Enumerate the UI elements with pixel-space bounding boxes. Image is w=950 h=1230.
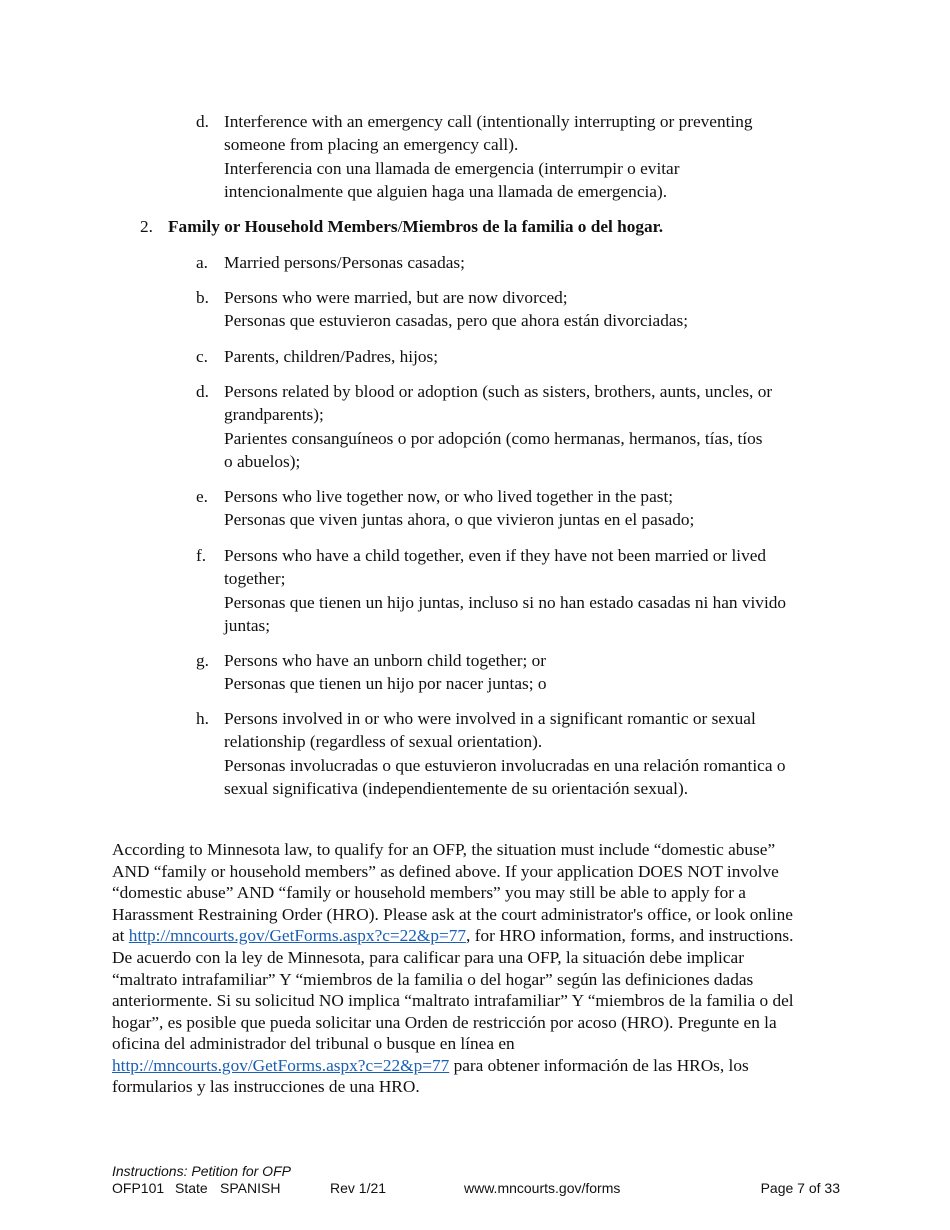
- footer-page-number: Page 7 of 33: [760, 1180, 840, 1196]
- paragraph-spanish: [112, 947, 842, 1098]
- paragraph-english: [112, 839, 842, 947]
- list-item-line: Personas que tienen un hijo juntas, incluso si no han estado casadas ni han vivido: [224, 592, 787, 612]
- paragraph-line: [112, 1055, 842, 1077]
- list-item-label: e.: [196, 487, 208, 506]
- list-item-label: b.: [196, 288, 209, 307]
- list-item-line: Interferencia con una llamada de emergencia (interrumpir o evitar: [224, 158, 680, 178]
- paragraph-line: “maltrato intrafamiliar” Y “miembros de la familia o del hogar” según las definiciones dadas: [112, 969, 754, 989]
- list-item-label: c.: [196, 347, 208, 366]
- footer-form-id: OFP101: [112, 1180, 165, 1196]
- list-item-label: d.: [196, 382, 209, 401]
- list-item-line: relationship (regardless of sexual orientation).: [224, 732, 543, 752]
- line-prefix: at: [112, 926, 129, 945]
- paragraph-line: anteriormente. Si su solicitud NO implica “maltrato intrafamiliar” Y “miembros de la familia o del: [112, 991, 794, 1010]
- paragraph-line: Harassment Restraining Order (HRO). Please ask at the court administrator's office, or look online: [112, 904, 793, 924]
- paragraph-line: De acuerdo con la ley de Minnesota, para calificar para una OFP, la situación debe implicar: [112, 948, 744, 967]
- list-item-line: Personas que viven juntas ahora, o que vivieron juntas en el pasado;: [224, 510, 695, 530]
- section-2-heading: [140, 215, 663, 238]
- list-item-line: together;: [224, 569, 286, 589]
- footer-title: Instructions: Petition for OFP: [112, 1163, 291, 1179]
- list-item-line: Persons who have a child together, even if they have not been married or lived: [224, 546, 767, 565]
- list-item-g: [196, 649, 836, 696]
- footer-url: www.mncourts.gov/forms: [464, 1180, 621, 1196]
- list-item-line: Persons involved in or who were involved in a significant romantic or sexual: [224, 709, 756, 728]
- heading-separator: /: [397, 217, 403, 236]
- paragraph-line: [112, 925, 842, 947]
- list-item-line: juntas;: [224, 615, 271, 635]
- list-item-line: Persons who were married, but are now divorced;: [224, 288, 568, 307]
- list-item-line: Married persons/Personas casadas;: [224, 253, 465, 272]
- hro-forms-link[interactable]: http://mncourts.gov/GetForms.aspx?c=22&p=77: [128, 926, 467, 945]
- list-item-label: a.: [196, 253, 208, 272]
- list-item-label: f.: [196, 546, 207, 565]
- list-item-line: grandparents);: [224, 405, 324, 425]
- list-item-line: Personas que tienen un hijo por nacer juntas; o: [224, 674, 547, 694]
- list-item-e: [196, 485, 836, 532]
- list-item-line: Parents, children/Padres, hijos;: [224, 347, 439, 366]
- paragraph-line: oficina del administrador del tribunal o busque en línea en: [112, 1034, 515, 1053]
- list-item-label: h.: [196, 709, 209, 728]
- paragraph-line: “domestic abuse” AND “family or household members” you may still be able to apply for a: [112, 883, 746, 902]
- hro-forms-link-spanish[interactable]: http://mncourts.gov/GetForms.aspx?c=22&p=77: [112, 1055, 450, 1075]
- list-item-line: sexual significativa (independientemente de su orientación sexual).: [224, 778, 689, 798]
- page-footer: [112, 1163, 840, 1197]
- paragraph-line: According to Minnesota law, to qualify for an OFP, the situation must include “domestic abuse”: [112, 840, 776, 859]
- paragraph-line: hogar”, es posible que pueda solicitar una Orden de restricción por acoso (HRO). Pregunte en la: [112, 1012, 777, 1032]
- list-item-d-blood-adoption: [196, 380, 836, 473]
- heading-english: Family or Household Members: [168, 217, 398, 236]
- list-item-line: Persons who have an unborn child together; or: [224, 651, 547, 670]
- footer-language: SPANISH: [220, 1180, 281, 1196]
- list-item-line: Personas que estuvieron casadas, pero que ahora están divorciadas;: [224, 311, 689, 331]
- list-item-f: [196, 544, 836, 637]
- list-item-d-emergency-call: [196, 110, 836, 203]
- line-suffix: para obtener información de las HROs, los: [449, 1055, 749, 1075]
- footer-revision: Rev 1/21: [330, 1180, 387, 1196]
- paragraph-line: formularios y las instrucciones de una HRO.: [112, 1077, 420, 1096]
- list-item-c: [196, 345, 836, 368]
- paragraph-line: AND “family or household members” as defined above. If your application DOES NOT involve: [112, 861, 779, 881]
- heading-spanish: Miembros de la familia o del hogar.: [402, 217, 664, 236]
- list-item-line: Interference with an emergency call (intentionally interrupting or preventing: [224, 112, 753, 131]
- list-item-line: Persons related by blood or adoption (such as sisters, brothers, aunts, uncles, or: [224, 382, 773, 401]
- list-item-a: [196, 251, 836, 274]
- list-item-label: d.: [196, 112, 209, 131]
- list-item-h: [196, 707, 836, 800]
- list-item-line: Parientes consanguíneos o por adopción (como hermanas, hermanos, tías, tíos: [224, 428, 763, 448]
- list-item-line: Persons who live together now, or who lived together in the past;: [224, 487, 674, 506]
- line-suffix: , for HRO information, forms, and instructions.: [466, 926, 794, 945]
- list-item-line: Personas involucradas o que estuvieron involucradas en una relación romantica o: [224, 755, 786, 775]
- list-item-line: intencionalmente que alguien haga una llamada de emergencia).: [224, 181, 668, 201]
- list-item-line: o abuelos);: [224, 451, 301, 471]
- section-number: 2.: [140, 217, 153, 236]
- list-item-line: someone from placing an emergency call).: [224, 135, 519, 155]
- list-item-label: g.: [196, 651, 209, 670]
- footer-state: State: [175, 1180, 208, 1196]
- list-item-b: [196, 286, 836, 333]
